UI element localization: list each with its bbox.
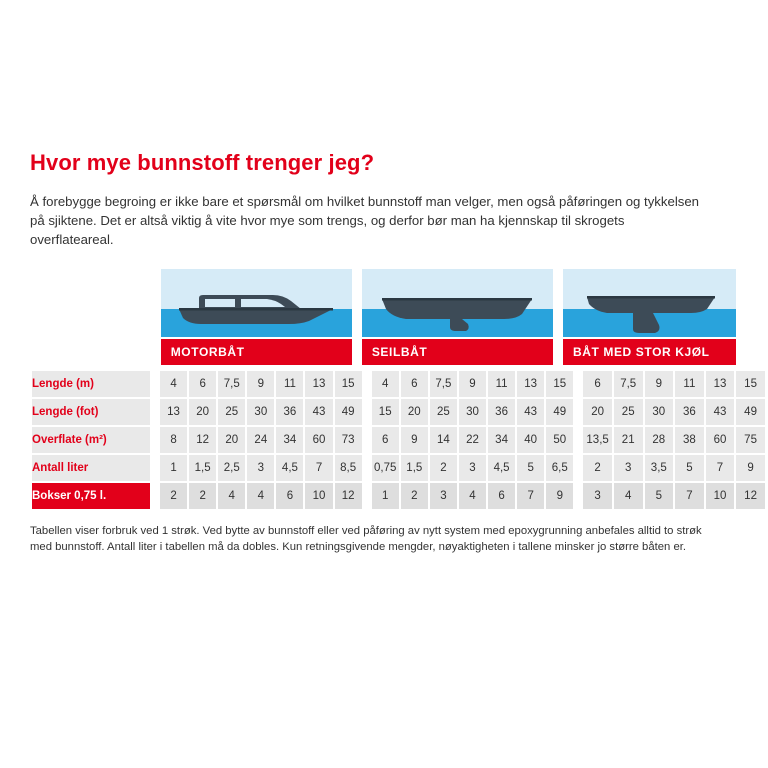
- cell: 4,5: [488, 455, 515, 481]
- cell: 73: [335, 427, 362, 453]
- cell: 50: [546, 427, 573, 453]
- cell: 20: [401, 399, 428, 425]
- table-row: [32, 455, 765, 481]
- cell: 4: [218, 483, 245, 509]
- article-content: [30, 150, 757, 566]
- cell: 25: [218, 399, 245, 425]
- cell: 20: [583, 399, 612, 425]
- cell: 30: [459, 399, 486, 425]
- cell: 13: [160, 399, 187, 425]
- cell: 30: [247, 399, 274, 425]
- spacer: [152, 427, 158, 453]
- cell: 4,5: [276, 455, 303, 481]
- cell: 11: [488, 371, 515, 397]
- cell: 3: [247, 455, 274, 481]
- spacer: [153, 269, 159, 337]
- cell: 43: [305, 399, 332, 425]
- cell: 24: [247, 427, 274, 453]
- cell: 60: [305, 427, 332, 453]
- row-label: Overflate (m²): [32, 427, 150, 453]
- cell: 1: [160, 455, 187, 481]
- cell: 0,75: [372, 455, 399, 481]
- group-header-label: SEILBÅT: [362, 339, 553, 365]
- cell: 11: [675, 371, 704, 397]
- cell: 15: [335, 371, 362, 397]
- cell: 2: [430, 455, 457, 481]
- cell: 60: [706, 427, 735, 453]
- cell: 7: [305, 455, 332, 481]
- cell: 49: [546, 399, 573, 425]
- cell: 3: [583, 483, 612, 509]
- spacer: [575, 427, 581, 453]
- spacer: [575, 483, 581, 509]
- cell: 5: [645, 483, 674, 509]
- cell: 22: [459, 427, 486, 453]
- row-label: Antall liter: [32, 455, 150, 481]
- cell: 2: [189, 483, 216, 509]
- cell: 12: [189, 427, 216, 453]
- cell: 6: [372, 427, 399, 453]
- group-header-motorbat: [161, 339, 352, 365]
- cell: 36: [675, 399, 704, 425]
- boat-illustration-row: [32, 269, 736, 337]
- cell: 9: [401, 427, 428, 453]
- keelboat-illustration: [563, 269, 736, 337]
- cell: 43: [517, 399, 544, 425]
- cell: 2: [401, 483, 428, 509]
- cell: 1,5: [401, 455, 428, 481]
- cell: 9: [736, 455, 765, 481]
- cell: 7,5: [218, 371, 245, 397]
- cell: 6: [276, 483, 303, 509]
- spacer: [354, 269, 360, 337]
- spacer: [555, 269, 561, 337]
- cell: 7: [517, 483, 544, 509]
- cell: 4: [247, 483, 274, 509]
- cell: 6: [189, 371, 216, 397]
- cell: 15: [736, 371, 765, 397]
- cell: 34: [276, 427, 303, 453]
- spacer: [354, 339, 360, 365]
- sailboat-illustration: [362, 269, 553, 337]
- footnote-text: Tabellen viser forbruk ved 1 strøk. Ved bytte av bunnstoff eller ved påføring av nytt system med epoxygrunning anbefales alltid to strøk med bunnstoff. Antall liter i tabellen må da dobles. Kun retningsgivende mengder, nøyaktigheten i tallene minsker jo større båten er.: [30, 525, 702, 553]
- cell: 10: [305, 483, 332, 509]
- cell: 3: [430, 483, 457, 509]
- cell: 49: [736, 399, 765, 425]
- spacer: [364, 427, 370, 453]
- cell: 2: [583, 455, 612, 481]
- cell: 9: [546, 483, 573, 509]
- group-header-label: BÅT MED STOR KJØL: [563, 339, 736, 365]
- table-row: [32, 399, 765, 425]
- cell: 20: [189, 399, 216, 425]
- cell: 6: [401, 371, 428, 397]
- cell: 1,5: [189, 455, 216, 481]
- cell: 8,5: [335, 455, 362, 481]
- cell: 7: [675, 483, 704, 509]
- spacer: [152, 455, 158, 481]
- cell: 15: [372, 399, 399, 425]
- cell: 13,5: [583, 427, 612, 453]
- spacer: [364, 371, 370, 397]
- spacer: [364, 455, 370, 481]
- spacer: [364, 483, 370, 509]
- group-header-seilbat: [362, 339, 553, 365]
- spacer: [575, 399, 581, 425]
- sailboat-icon: [362, 269, 553, 337]
- spacer: [575, 455, 581, 481]
- cell: 4: [614, 483, 643, 509]
- cell: 34: [488, 427, 515, 453]
- spacer: [575, 371, 581, 397]
- intro-paragraph: Å forebygge begroing er ikke bare et spørsmål om hvilket bunnstoff man velger, men også påføringen og tykkelsen på sjiktene. Det er altså viktig å vite hvor mye som trengs, og derfor bør man ha kjennskap til skrogets overflateareal.: [30, 194, 700, 247]
- cell: 10: [706, 483, 735, 509]
- cell: 6,5: [546, 455, 573, 481]
- bunnstoff-data-table: [30, 369, 767, 511]
- spacer: [364, 399, 370, 425]
- row-label: Lengde (fot): [32, 399, 150, 425]
- cell: 4: [372, 371, 399, 397]
- cell: 36: [276, 399, 303, 425]
- table-row: [32, 371, 765, 397]
- cell: 2,5: [218, 455, 245, 481]
- cell: 13: [305, 371, 332, 397]
- cell: 3: [614, 455, 643, 481]
- row-label: Lengde (m): [32, 371, 150, 397]
- group-header-label: MOTORBÅT: [161, 339, 352, 365]
- cell: 25: [614, 399, 643, 425]
- cell: 9: [459, 371, 486, 397]
- cell: 5: [675, 455, 704, 481]
- keelboat-illustration-cell: [563, 269, 736, 337]
- cell: 30: [645, 399, 674, 425]
- cell: 28: [645, 427, 674, 453]
- cell: 6: [488, 483, 515, 509]
- group-header-keel: [563, 339, 736, 365]
- boat-header-table: [30, 267, 738, 367]
- cell: 8: [160, 427, 187, 453]
- cell: 21: [614, 427, 643, 453]
- cell: 6: [583, 371, 612, 397]
- spacer: [152, 371, 158, 397]
- sailboat-illustration-cell: [362, 269, 553, 337]
- cell: 9: [247, 371, 274, 397]
- cell: 11: [276, 371, 303, 397]
- cell: 15: [546, 371, 573, 397]
- corner-spacer: [32, 269, 151, 337]
- row-label: Bokser 0,75 l.: [32, 483, 150, 509]
- cell: 75: [736, 427, 765, 453]
- group-header-row: [32, 339, 736, 365]
- cell: 20: [218, 427, 245, 453]
- cell: 1: [372, 483, 399, 509]
- spacer: [153, 339, 159, 365]
- spacer: [152, 399, 158, 425]
- spacer: [555, 339, 561, 365]
- cell: 38: [675, 427, 704, 453]
- cell: 3: [459, 455, 486, 481]
- motorboat-icon: [161, 269, 352, 337]
- cell: 13: [706, 371, 735, 397]
- motorboat-illustration-cell: [161, 269, 352, 337]
- cell: 7,5: [430, 371, 457, 397]
- cell: 2: [160, 483, 187, 509]
- cell: 5: [517, 455, 544, 481]
- cell: 12: [736, 483, 765, 509]
- cell: 7: [706, 455, 735, 481]
- cell: 14: [430, 427, 457, 453]
- cell: 9: [645, 371, 674, 397]
- cell: 43: [706, 399, 735, 425]
- corner-spacer: [32, 339, 151, 365]
- deep-keel-boat-icon: [563, 269, 736, 337]
- cell: 4: [160, 371, 187, 397]
- cell: 25: [430, 399, 457, 425]
- table-row: [32, 427, 765, 453]
- cell: 49: [335, 399, 362, 425]
- cell: 13: [517, 371, 544, 397]
- cell: 7,5: [614, 371, 643, 397]
- cell: 4: [459, 483, 486, 509]
- cell: 40: [517, 427, 544, 453]
- page-title: Hvor mye bunnstoff trenger jeg?: [30, 150, 375, 175]
- cell: 3,5: [645, 455, 674, 481]
- cell: 36: [488, 399, 515, 425]
- motorboat-illustration: [161, 269, 352, 337]
- spacer: [152, 483, 158, 509]
- table-row: [32, 483, 765, 509]
- cell: 12: [335, 483, 362, 509]
